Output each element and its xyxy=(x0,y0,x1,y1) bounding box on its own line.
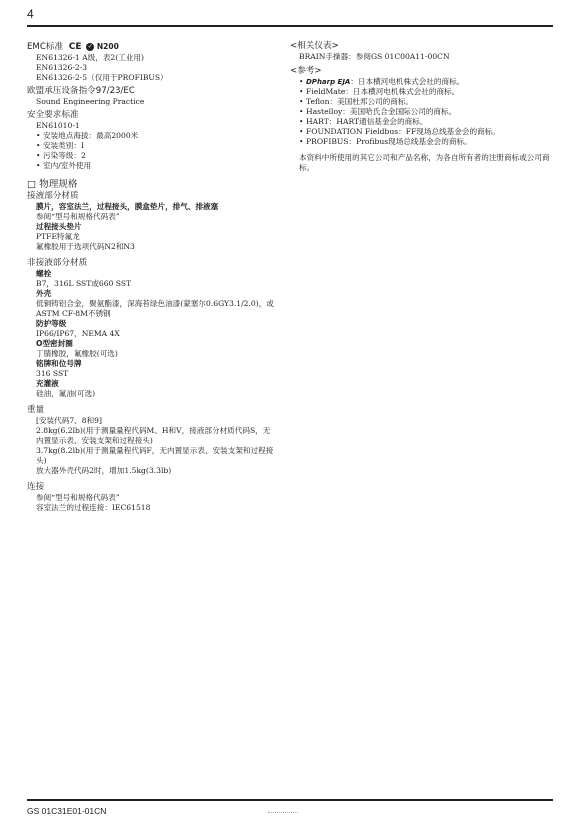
weight-heading: 重量 xyxy=(27,405,45,415)
safety-bullet: • 室内/室外使用 xyxy=(27,161,277,171)
reference-bullet: • PROFIBUS：Profibus现场总线基金会的商标。 xyxy=(290,137,555,147)
emc-heading xyxy=(27,41,277,53)
nonwetted-text: 硅油，氟油(可选) xyxy=(36,389,96,398)
wetted-text: 氟橡胶用于选项代码N2和N3 xyxy=(36,242,135,251)
reference-bullet: • FieldMate：日本横河电机株式会社的商标。 xyxy=(290,87,555,97)
footer-rule xyxy=(27,799,553,801)
nonwetted-text: B7，316L SST或660 SST xyxy=(36,279,132,288)
nonwetted-text: 316 SST xyxy=(36,369,69,378)
nonwetted-label: O型密封圈 xyxy=(36,339,73,348)
page-number: 4 xyxy=(27,7,34,21)
right-column xyxy=(290,38,555,173)
wetted-heading: 接液部分材质 xyxy=(27,191,79,201)
wetted-sub-label: 膜片，容室法兰，过程接头，膜盒垫片，排气、排液塞 xyxy=(36,202,219,211)
nonwetted-label: 外壳 xyxy=(36,289,52,298)
nonwetted-label: 铭牌和位号牌 xyxy=(36,359,82,368)
connection-line: 容室法兰的过程连接：IEC61518 xyxy=(36,503,151,512)
wetted-sub-label: 过程接头垫片 xyxy=(36,222,82,231)
weight-line: 3.7kg(8.2lb)(用于测量量程代码F，无内置显示表、安装支架和过程接头) xyxy=(36,446,274,465)
emc-line: EN61326-1 A级，表2(工业用) xyxy=(36,53,144,62)
header-rule xyxy=(27,25,553,27)
nonwetted-label: 充灌液 xyxy=(36,379,59,388)
reference-heading: <参考> xyxy=(290,66,322,76)
safety-bullet: • 污染等级：2 xyxy=(27,151,277,161)
nonwetted-label: 防护等级 xyxy=(36,319,67,328)
safety-bullet: • 安装地点海拔：最高2000米 xyxy=(27,131,277,141)
reference-bullet: • DPharp EJA：日本横河电机株式会社的商标。 xyxy=(290,77,555,87)
safety-bullet: • 安装类别：I xyxy=(27,141,277,151)
footer-doc-id: GS 01C31E01-01CN xyxy=(27,806,107,816)
reference-bullet: • HART：HART通信基金会的商标。 xyxy=(290,117,555,127)
reference-bullet: • FOUNDATION Fieldbus：FF现场总线基金会的商标。 xyxy=(290,127,555,137)
connection-heading: 连接 xyxy=(27,482,45,492)
weight-line: 2.8kg(6.2lb)(用于测量量程代码M、H和V，接液部分材质代码S，无内置显示表、安装支架和过程接头) xyxy=(36,426,271,445)
safety-heading: 安全要求标准 xyxy=(27,110,79,120)
weight-line: 放大器外壳代码2时，增加1.5kg(3.3lb) xyxy=(36,466,172,475)
n200-circle-icon: ✓ xyxy=(87,43,93,50)
reference-bullet: • Hastelloy：美国哈氏合金国际公司的商标。 xyxy=(290,107,555,117)
footer-mark xyxy=(268,812,298,815)
reference-bullet: • Teflon：美国杜邦公司的商标。 xyxy=(290,97,555,107)
emc-line: EN61326-2-3 xyxy=(36,63,88,72)
nonwetted-text: IP66/IP67，NEMA 4X xyxy=(36,329,120,338)
reference-note: 本资料中所使用的其它公司和产品名称，为各自所有者的注册商标或公司商标。 xyxy=(299,153,550,172)
wetted-text: 参阅“型号和规格代码表” xyxy=(36,212,120,221)
nonwetted-text: 低铜铸铝合金，聚氨酯漆，深海苔绿色油漆(蒙塞尔0.6GY3.1/2.0)，或ASTM CF-8M不锈钢 xyxy=(36,299,274,318)
nonwetted-label: 螺栓 xyxy=(36,269,52,278)
related-heading: <相关仪表> xyxy=(290,41,339,51)
left-column xyxy=(27,38,277,513)
connection-line: 参阅“型号和规格代码表” xyxy=(36,493,120,502)
pressure-heading: 欧盟承压设备指令97/23/EC xyxy=(27,86,135,96)
weight-line: [安装代码7、8和9] xyxy=(36,416,102,425)
emc-line: EN61326-2-5（仅用于PROFIBUS） xyxy=(36,73,168,82)
ce-logo: CE xyxy=(68,42,82,52)
physical-heading: □ 物理规格 xyxy=(27,179,78,190)
nonwetted-text: 丁腈橡胶，氟橡胶(可选) xyxy=(36,349,118,358)
nonwetted-heading: 非接液部分材质 xyxy=(27,258,88,268)
safety-line: EN61010-1 xyxy=(36,121,80,130)
dpharp-eja-logo: DPharp EJA xyxy=(306,78,351,86)
emc-title: EMC标准 xyxy=(27,42,64,52)
n200-logo: ✓ N200 xyxy=(87,42,119,51)
wetted-text: PTFE特氟龙 xyxy=(36,232,80,241)
related-line: BRAIN手操器：参阅GS 01C00A11-00CN xyxy=(299,52,450,61)
pressure-line: Sound Engineering Practice xyxy=(36,97,145,106)
